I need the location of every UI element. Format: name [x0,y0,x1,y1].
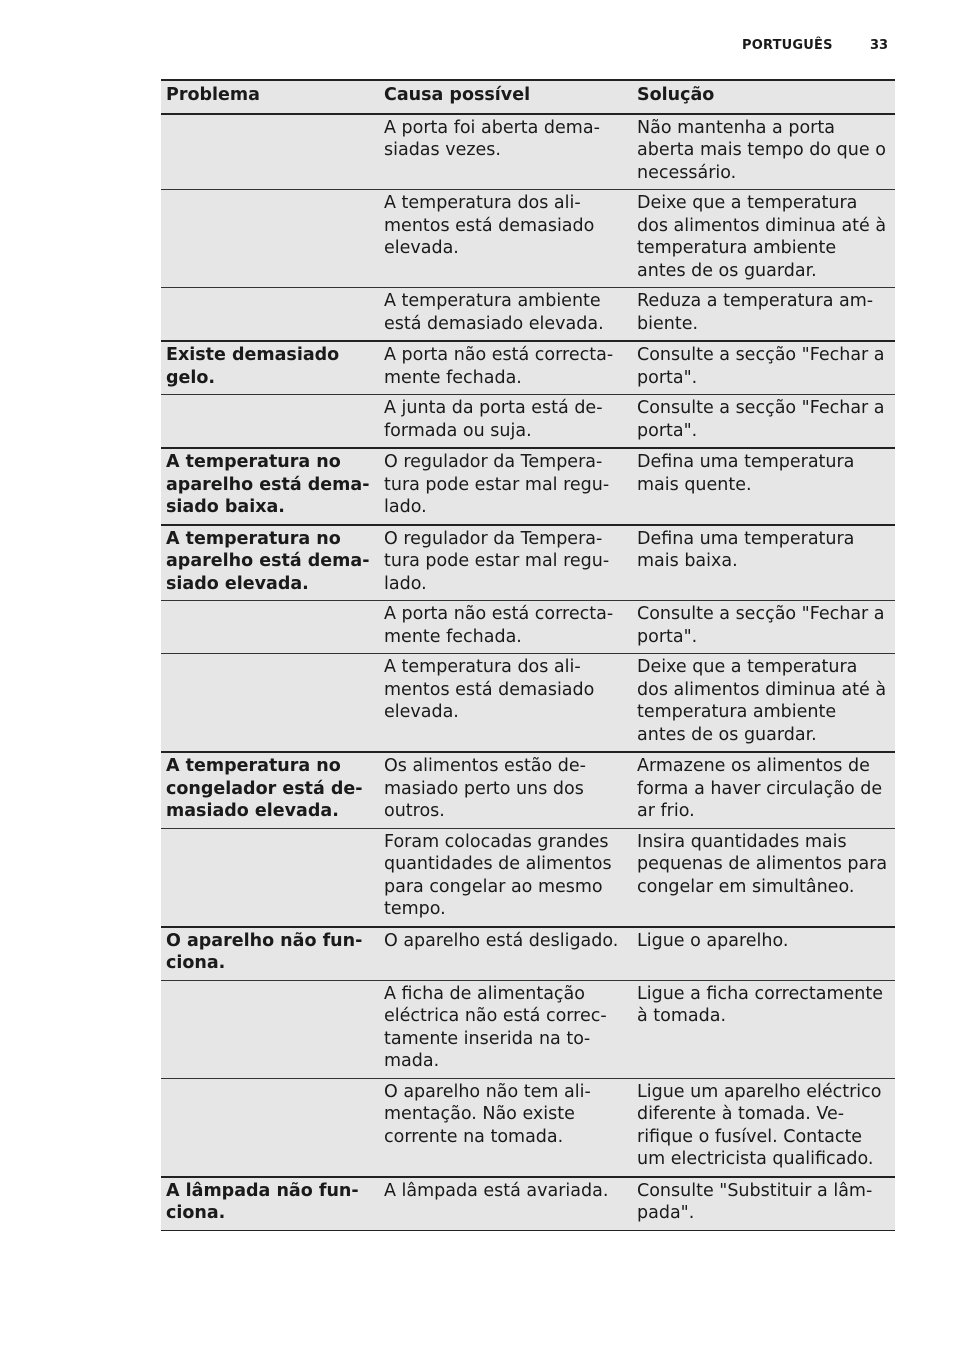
language-label: PORTUGUÊS [742,38,833,53]
cause-cell: A lâmpada está avariada. [384,1180,609,1201]
problem-cell [161,190,379,288]
cause-cell: O regulador da Temperatura pode estar mal regulado. [384,528,610,594]
problem-cell: Existe demasiado gelo. [166,345,340,388]
table-row [161,1078,895,1177]
cause-cell: A porta foi aberta demasiadas vezes. [384,117,600,160]
cause-cell: O aparelho está desligado. [384,930,619,951]
cause-cell: A temperatura dos alimentos está demasiado elevada. [384,657,595,722]
solution-cell: Consulte a secção "Fechar a porta". [637,604,885,647]
solution-cell: Deixe que a temperatura dos alimentos diminua até à temperatura ambiente antes de os guardar. [637,193,887,281]
cause-cell: A porta não está correctamente fechada. [384,604,614,647]
cause-cell: A ficha de alimentação eléctrica não está correctamente inserida na tomada. [384,983,607,1071]
table-row [161,980,895,1078]
solution-cell: Ligue um aparelho eléctrico diferente à tomada. Verifique o fusível. Contacte um electricista qualificado. [637,1081,882,1169]
problem-cell: O aparelho não funciona. [166,930,363,973]
table-row [161,601,895,654]
solution-cell: Consulte "Substituir a lâmpada". [637,1180,873,1223]
problem-cell [161,654,379,753]
column-header-problem: Problema [161,80,379,114]
cause-cell: A porta não está correctamente fechada. [384,345,614,388]
problem-cell [161,288,379,342]
table-header-row [161,80,895,114]
problem-cell [161,828,379,927]
table-row [161,114,895,190]
problem-cell [161,980,379,1078]
table-row [161,448,895,525]
cause-cell: A temperatura dos alimentos está demasiado elevada. [384,193,595,258]
solution-cell: Ligue a ficha correctamente à tomada. [637,983,883,1026]
column-header-cause: Causa possível [379,80,632,114]
solution-cell: Ligue o aparelho. [637,930,789,951]
cause-cell: Foram colocadas grandes quantidades de alimentos para congelar ao mesmo tempo. [384,831,612,919]
table-row [161,752,895,828]
table-row [161,828,895,927]
problem-cell: A lâmpada não funciona. [166,1180,359,1223]
table-row [161,1177,895,1231]
solution-cell: Defina uma temperatura mais quente. [637,452,855,495]
solution-cell: Defina uma temperatura mais baixa. [637,528,855,571]
cause-cell: A junta da porta está deformada ou suja. [384,398,603,441]
page-number: 33 [870,38,889,53]
solution-cell: Armazene os alimentos de forma a haver circulação de ar frio. [637,756,883,821]
solution-cell: Reduza a temperatura ambiente. [637,291,874,334]
problem-cell [161,114,379,190]
problem-cell: A temperatura no aparelho está demasiado baixa. [166,452,370,517]
table-row [161,525,895,601]
page-header [0,38,954,58]
solution-cell: Insira quantidades mais pequenas de alimentos para congelar em simultâneo. [637,831,888,897]
solution-cell: Consulte a secção "Fechar a porta". [637,345,885,388]
table-row [161,341,895,395]
problem-cell: A temperatura no congelador está demasiado elevada. [166,756,363,821]
table-row [161,927,895,981]
column-header-solution: Solução [632,80,895,114]
problem-cell: A temperatura no aparelho está demasiado elevada. [166,528,370,594]
problem-cell [161,601,379,654]
cause-cell: O aparelho não tem alimentação. Não existe corrente na tomada. [384,1081,591,1147]
problem-cell [161,395,379,449]
cause-cell: O regulador da Temperatura pode estar mal regulado. [384,452,610,517]
cause-cell: A temperatura ambiente está demasiado elevada. [384,291,604,334]
solution-cell: Deixe que a temperatura dos alimentos diminua até à temperatura ambiente antes de os guardar. [637,657,887,745]
problem-cell [161,1078,379,1177]
troubleshooting-table [161,79,895,1231]
solution-cell: Consulte a secção "Fechar a porta". [637,398,885,441]
solution-cell: Não mantenha a porta aberta mais tempo do que o necessário. [637,117,886,183]
table-row [161,288,895,342]
table-row [161,395,895,449]
table-row [161,190,895,288]
table-row [161,654,895,753]
cause-cell: Os alimentos estão demasiado perto uns dos outros. [384,756,586,821]
